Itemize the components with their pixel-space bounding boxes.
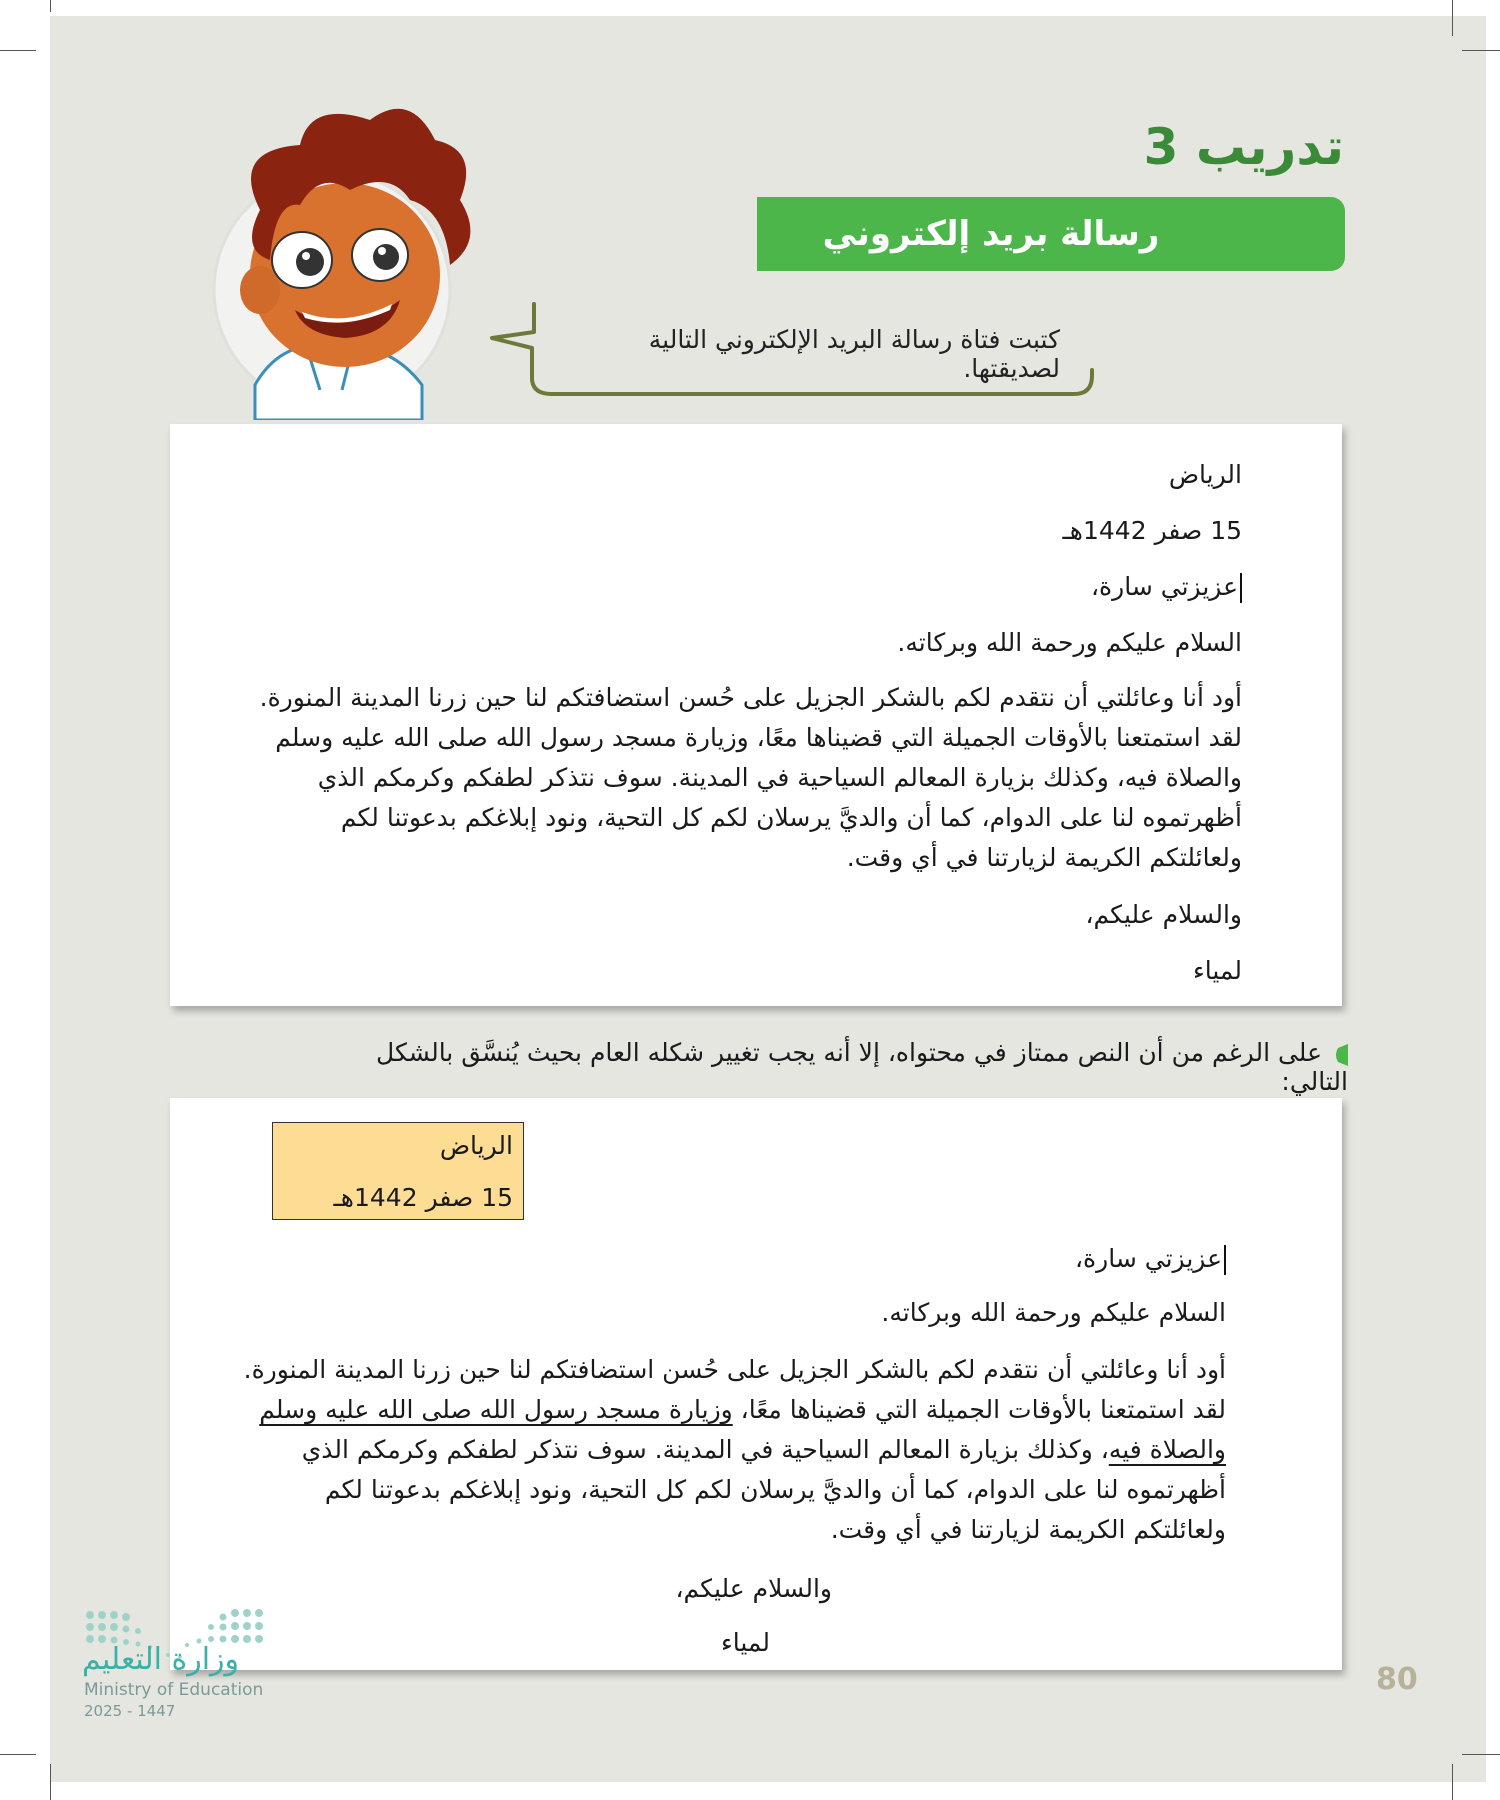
underlined-text: وزيارة مسجد رسول الله صلى الله عليه وسلم <box>259 1395 733 1424</box>
page-number: 80 <box>1376 1662 1418 1697</box>
crop-mark <box>1462 1754 1500 1755</box>
body-line <box>226 1430 1226 1470</box>
formatted-letter-card <box>170 1098 1342 1670</box>
letter-date: 15 صفر 1442هـ <box>1062 516 1242 545</box>
letter-signature: لمياء <box>721 1628 770 1657</box>
letter-salutation <box>1075 1244 1226 1275</box>
exercise-title: تدريب 3 <box>1143 118 1344 176</box>
banner-label: رسالة بريد إلكتروني <box>822 214 1160 254</box>
letter-body <box>226 1350 1226 1550</box>
crop-mark <box>50 0 51 12</box>
ministry-name-arabic: وزارة التعليم <box>82 1642 240 1677</box>
letter-closing: والسلام عليكم، <box>675 1574 832 1603</box>
letter-greeting: السلام عليكم ورحمة الله وبركاته. <box>897 628 1242 657</box>
ministry-year: 2025 - 1447 <box>84 1702 176 1720</box>
body-line: أود أنا وعائلتي أن نتقدم لكم بالشكر الجزيل على حُسن استضافتكم لنا حين زرنا المدينة المنورة. <box>259 683 1242 712</box>
salutation-text: عزيزتي سارة، <box>1074 1244 1222 1273</box>
crop-mark <box>50 1764 51 1800</box>
crop-mark <box>1452 1764 1453 1800</box>
underlined-text: والصلاة فيه <box>1108 1435 1226 1464</box>
body-line-part: ، وكذلك بزيارة المعالم السياحية في المدينة. سوف نتذكر لطفكم وكرمكم الذي <box>301 1435 1109 1464</box>
letter-closing: والسلام عليكم، <box>1085 900 1242 929</box>
body-line: ولعائلتكم الكريمة لزيارتنا في أي وقت. <box>830 1515 1226 1544</box>
crop-mark <box>1462 50 1500 51</box>
body-line: والصلاة فيه، وكذلك بزيارة المعالم السياحية في المدينة. سوف نتذكر لطفكم وكرمكم الذي <box>317 763 1242 792</box>
instruction-text <box>348 1038 1348 1096</box>
body-line: أظهرتموه لنا على الدوام، كما أن والديَّ يرسلان لكم كل التحية، ونود إبلاغكم بدعوتنا لكم <box>324 1475 1226 1504</box>
body-line: لقد استمتعنا بالأوقات الجميلة التي قضيناها معًا، وزيارة مسجد رسول الله صلى الله عليه وسلم <box>275 723 1242 752</box>
body-line: ولعائلتكم الكريمة لزيارتنا في أي وقت. <box>846 843 1242 872</box>
crop-mark <box>0 50 36 51</box>
letter-signature: لمياء <box>1193 956 1242 985</box>
box-date: 15 صفر 1442هـ <box>333 1183 513 1212</box>
lesson-banner <box>757 197 1345 271</box>
crop-mark <box>0 1754 36 1755</box>
letter-body <box>242 678 1242 878</box>
bubble-text: كتبت فتاة رسالة البريد الإلكتروني التالية لصديقتها. <box>648 325 1060 383</box>
letter-salutation <box>1091 572 1242 603</box>
text-cursor <box>1224 1245 1226 1275</box>
original-letter-card <box>170 424 1342 1006</box>
body-line: أظهرتموه لنا على الدوام، كما أن والديَّ يرسلان لكم كل التحية، ونود إبلاغكم بدعوتنا لكم <box>340 803 1242 832</box>
crop-mark <box>1452 0 1453 36</box>
body-line: أود أنا وعائلتي أن نتقدم لكم بالشكر الجزيل على حُسن استضافتكم لنا حين زرنا المدينة المنورة. <box>243 1355 1226 1384</box>
salutation-text: عزيزتي سارة، <box>1090 572 1238 601</box>
address-date-box <box>272 1122 524 1220</box>
letter-greeting: السلام عليكم ورحمة الله وبركاته. <box>881 1298 1226 1327</box>
ministry-name-english: Ministry of Education <box>84 1680 264 1700</box>
letter-city: الرياض <box>1168 460 1242 489</box>
body-line-part: لقد استمتعنا بالأوقات الجميلة التي قضيناها معًا، <box>732 1395 1226 1424</box>
boy-avatar-icon <box>160 90 490 420</box>
body-line <box>226 1390 1226 1430</box>
text-cursor <box>1240 573 1242 603</box>
box-city: الرياض <box>439 1131 513 1160</box>
instruction-label: على الرغم من أن النص ممتاز في محتواه، إلا أنه يجب تغيير شكله العام بحيث يُنسَّق بالشكل التالي: <box>376 1038 1348 1096</box>
